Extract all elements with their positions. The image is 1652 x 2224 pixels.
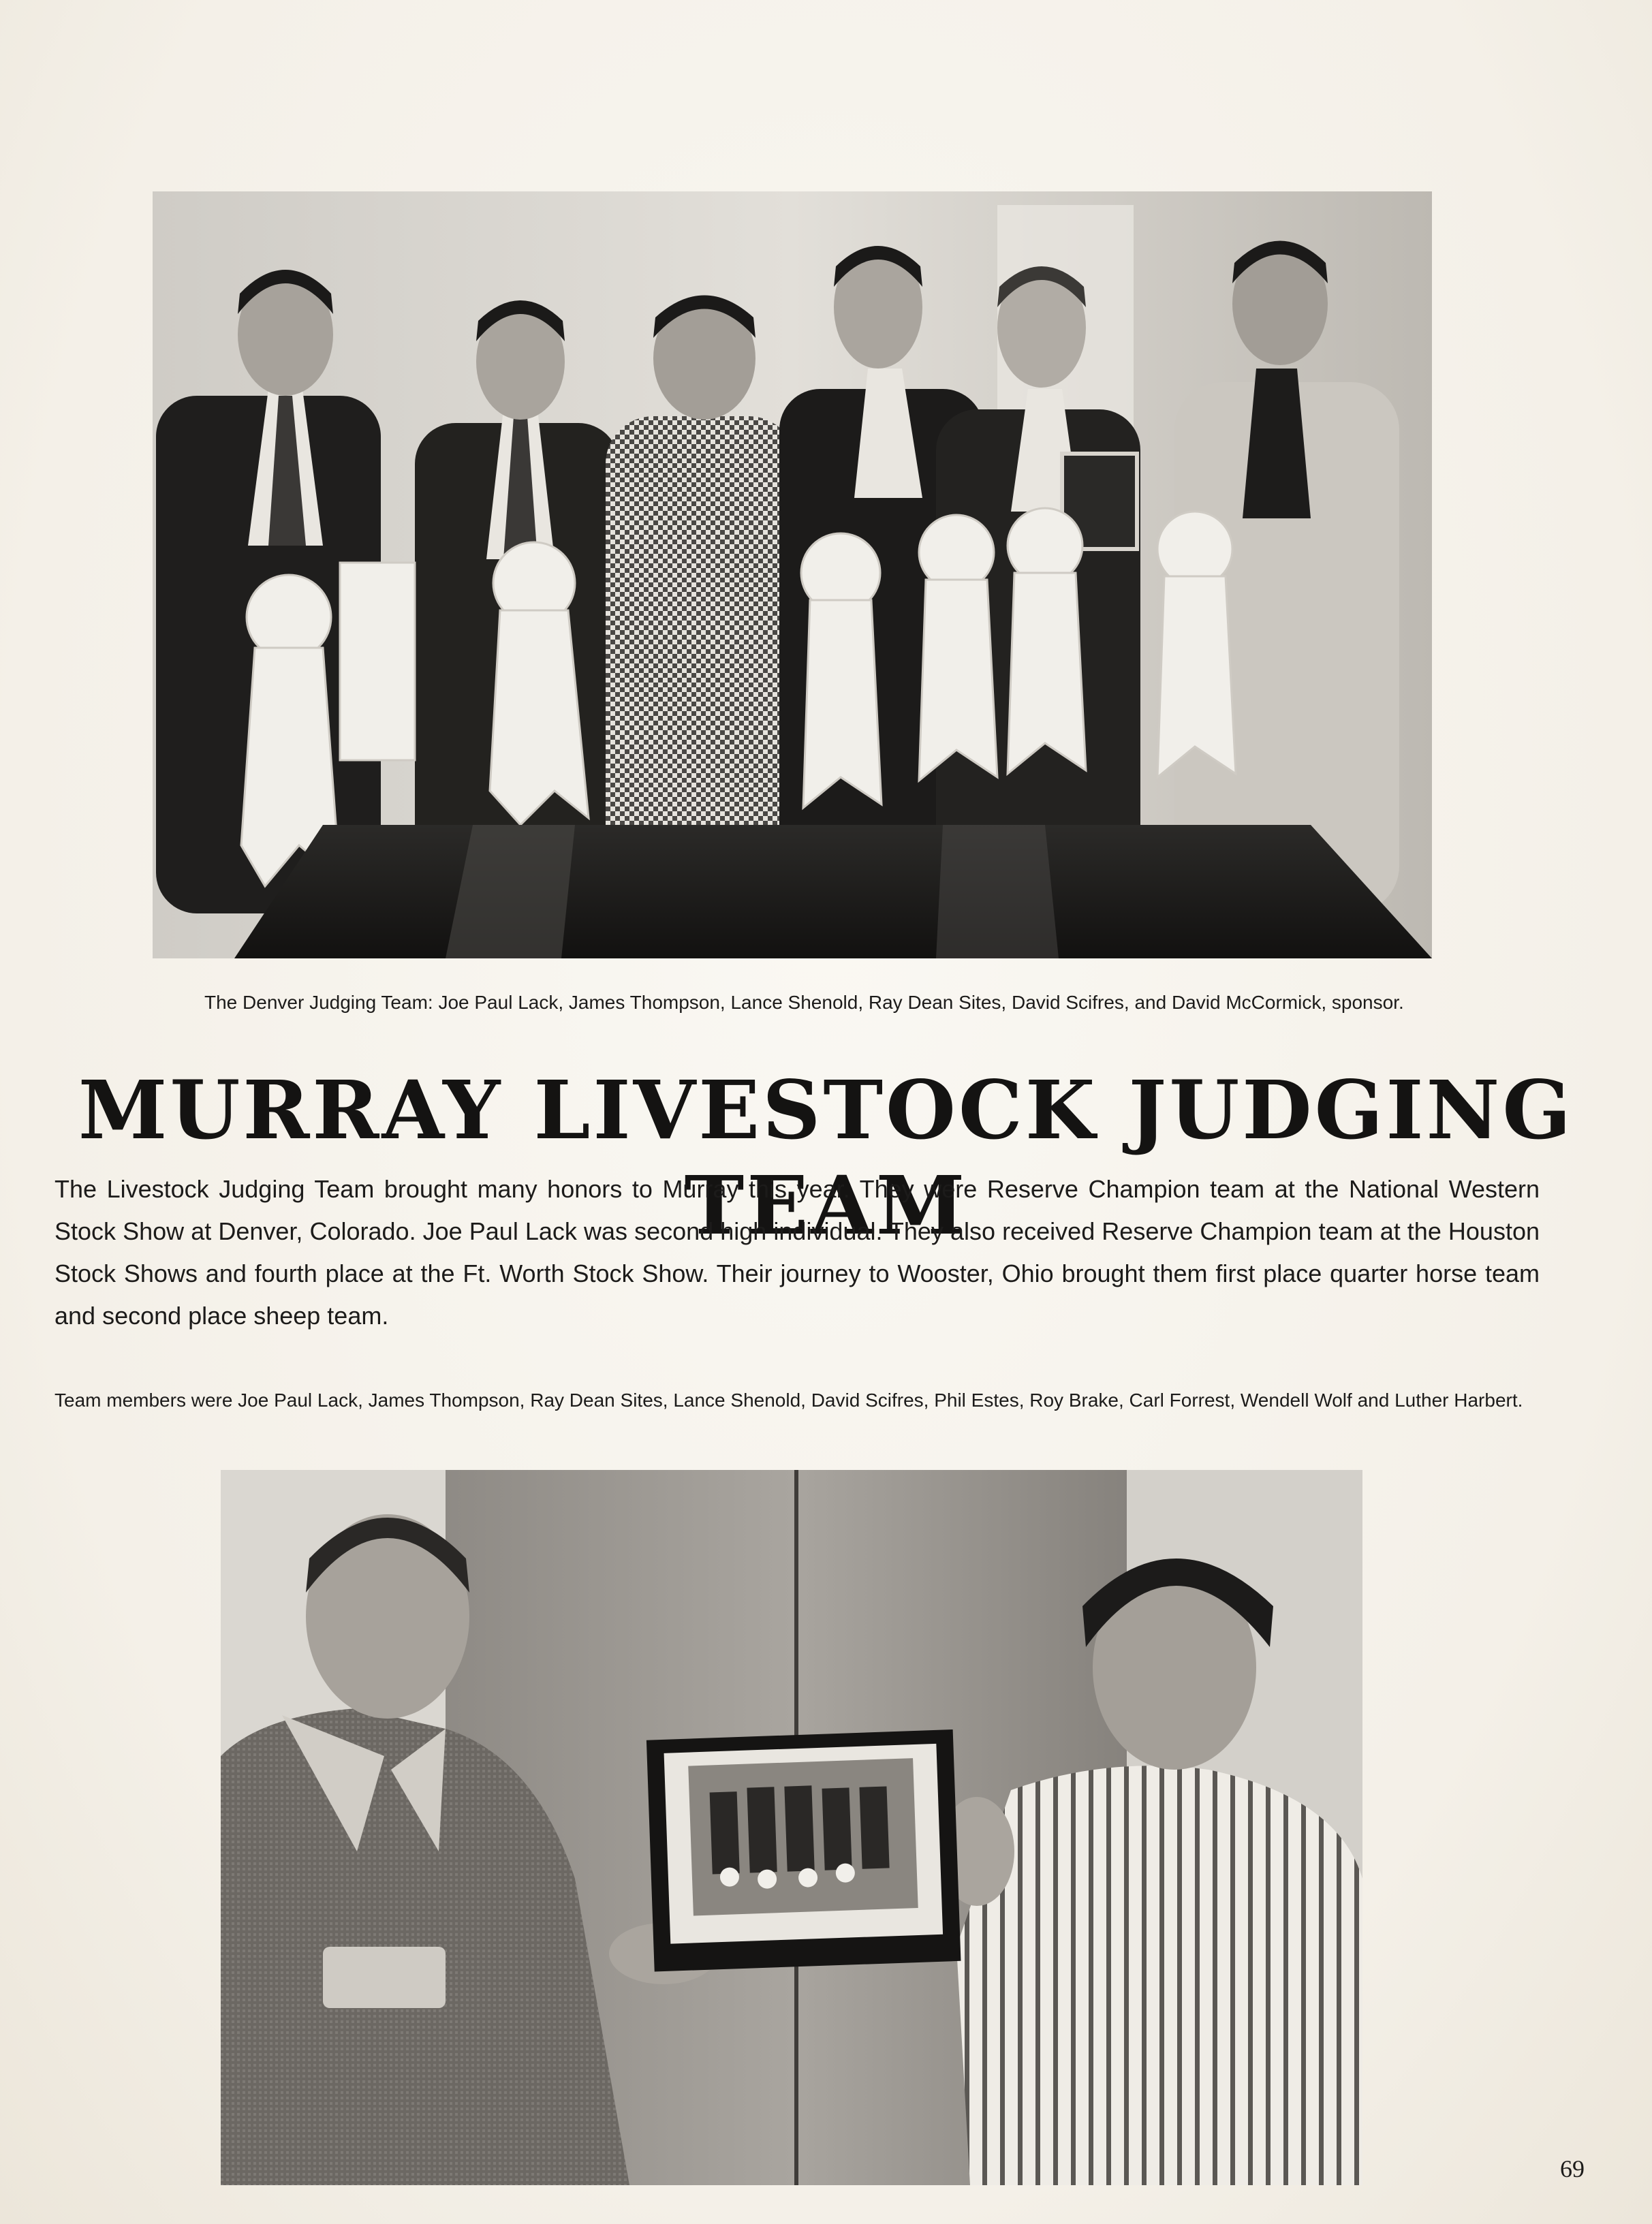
table: [234, 825, 1432, 958]
page-title: MURRAY LIVESTOCK JUDGING TEAM: [78, 1063, 1574, 1253]
judging-team-photo-art: [153, 191, 1432, 958]
top-photo-caption: The Denver Judging Team: Joe Paul Lack, James Thompson, Lance Shenold, Ray Dean Sites, David Scifres, and David McCormick, sponsor.: [204, 992, 1404, 1013]
judging-team-photo: [153, 191, 1432, 958]
article-body: The Livestock Judging Team brought many honors to Murray this year. They were Reserve Champion team at the National Western Stock Show at Denver, Colorado. Joe Paul Lack was second high individual. They also received Reserve Champion team at the Houston Stock Shows and fourth place at the Ft. Worth Stock Show. Their journey to Wooster, Ohio brought them first place quarter horse team and second place sheep team.: [54, 1175, 1540, 1330]
framed-picture-photo: [221, 1470, 1362, 2185]
framed-picture: [646, 1729, 961, 1971]
team-members-text: Team members were Joe Paul Lack, James Thompson, Ray Dean Sites, Lance Shenold, David Scifres, Phil Estes, Roy Brake, Carl Forrest, Wendell Wolf and Luther Harbert.: [54, 1390, 1523, 1411]
framed-picture-photo-art: [221, 1470, 1362, 2185]
page-number: 69: [1560, 2155, 1585, 2182]
